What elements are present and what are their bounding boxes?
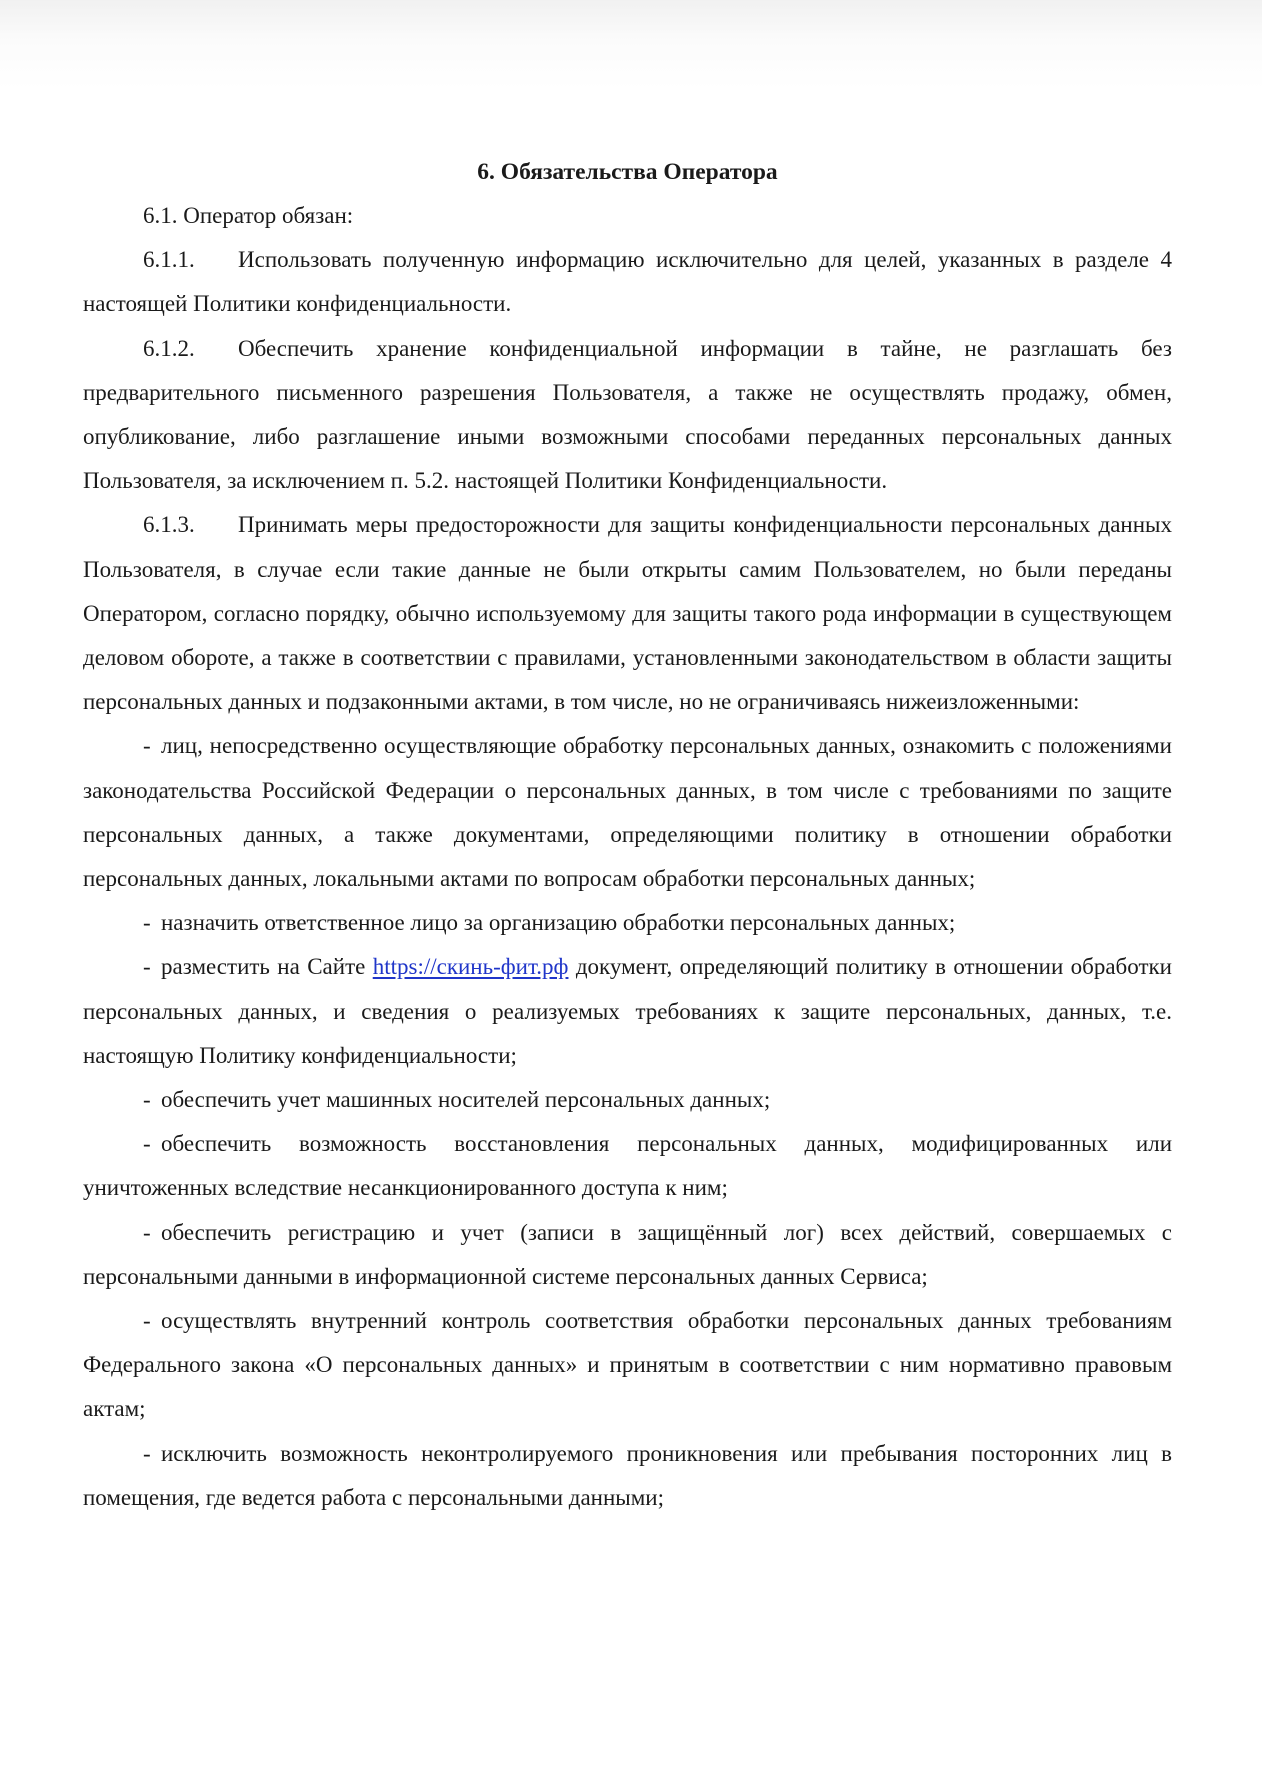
list-dash: -	[143, 1131, 151, 1157]
paragraph-6-1: 6.1. Оператор обязан:	[143, 203, 354, 228]
list-item-text: осуществлять внутренний контроль соответствия обработки персональных данных требованиям Федерального закона «О персональных данных» и принятым в соответствии с ним нормативно правовым актам;	[83, 1308, 1172, 1422]
list-dash: -	[143, 954, 151, 980]
list-item-text: назначить ответственное лицо за организацию обработки персональных данных;	[161, 910, 956, 936]
list-item	[83, 1432, 1172, 1520]
clause-text: Обеспечить хранение конфиденциальной информации в тайне, не разглашать без предварительного письменного разрешения Пользователя, а также не осуществлять продажу, обмен, опубликование, либо разглашение иными возможными способами переданных персональных данных Пользователя, за исключением п. 5.2. настоящей Политики Конфиденциальности.	[83, 335, 1172, 494]
list-dash: -	[143, 1219, 151, 1245]
paragraph-6-1-2	[83, 327, 1172, 504]
list-item	[83, 901, 1172, 945]
clause-number: 6.1.1.	[143, 247, 195, 273]
list-item	[83, 1078, 1172, 1122]
list-item-text-before-link: разместить на Сайте	[161, 954, 373, 980]
list-dash: -	[143, 1308, 151, 1334]
list-item-text: обеспечить учет машинных носителей персональных данных;	[161, 1087, 771, 1113]
clause-text: Использовать полученную информацию исключительно для целей, указанных в разделе 4 настоящей Политики конфиденциальности.	[83, 247, 1172, 317]
list-dash: -	[143, 910, 151, 936]
list-item	[83, 724, 1172, 901]
list-item-text-after-link: документ, определяющий политику в отношении обработки персональных данных, и сведения о реализуемых требованиях к защите персональных, данных, т.е. настоящую Политику конфиденциальности;	[83, 954, 1172, 1068]
list-item	[83, 945, 1172, 1078]
paragraph-6-1-1	[83, 238, 1172, 326]
list-item	[83, 1299, 1172, 1432]
list-item	[83, 1211, 1172, 1299]
clause-number: 6.1.2.	[143, 335, 195, 361]
paragraph-6-1-3	[83, 503, 1172, 724]
list-item	[83, 1122, 1172, 1210]
clause-text: Принимать меры предосторожности для защиты конфиденциальности персональных данных Пользователя, в случае если такие данные не были открыты самим Пользователем, но были переданы Оператором, согласно порядку, обычно используемому для защиты такого рода информации в существующем деловом обороте, а также в соответствии с правилами, установленными законодательством в области защиты персональных данных и подзаконными актами, в том числе, но не ограничиваясь нижеизложенными:	[83, 512, 1172, 715]
list-dash: -	[143, 1087, 151, 1113]
site-link[interactable]: https://скинь-фит.рф	[372, 954, 569, 980]
list-item-text: лиц, непосредственно осуществляющие обработку персональных данных, ознакомить с положениями законодательства Российской Федерации о персональных данных, в том числе с требованиями по защите персональных данных, а также документами, определяющими политику в отношении обработки персональных данных, локальными актами по вопросам обработки персональных данных;	[83, 733, 1172, 892]
clause-number: 6.1.3.	[143, 512, 195, 538]
list-item-text: обеспечить регистрацию и учет (записи в защищённый лог) всех действий, совершаемых с персональными данными в информационной системе персональных данных Сервиса;	[83, 1219, 1172, 1289]
list-item-text: исключить возможность неконтролируемого проникновения или пребывания посторонних лиц в помещения, где ведется работа с персональными данными;	[83, 1440, 1172, 1510]
list-dash: -	[143, 1440, 151, 1466]
document-content	[83, 150, 1172, 1520]
list-item-text: обеспечить возможность восстановления персональных данных, модифицированных или уничтоженных вследствие несанкционированного доступа к ним;	[83, 1131, 1172, 1201]
list-dash: -	[143, 733, 151, 759]
section-heading: 6. Обязательства Оператора	[477, 159, 778, 185]
